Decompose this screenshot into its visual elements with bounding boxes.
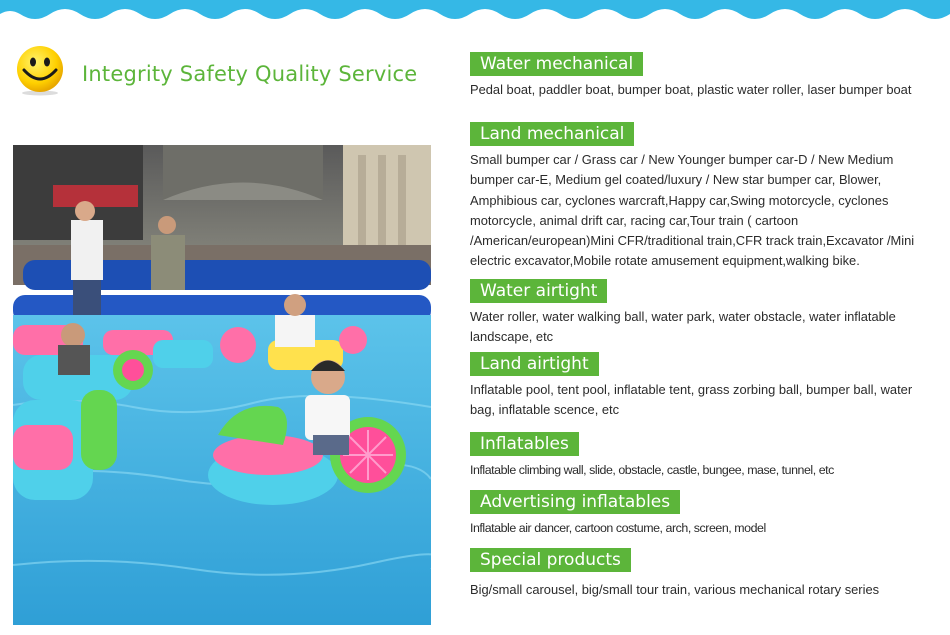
section-text: Water roller, water walking ball, water park, water obstacle, water inflatable landscape, etc — [470, 309, 896, 345]
paddle-boat-pool-photo — [13, 145, 431, 625]
section-special-products — [470, 548, 940, 601]
company-tagline: Integrity Safety Quality Service — [82, 62, 418, 86]
section-text: Inflatable air dancer, cartoon costume, arch, screen, model — [470, 521, 766, 535]
section-inflatables — [470, 432, 940, 480]
section-text: Small bumper car / Grass car / New Younger bumper car-D / New Medium bumper car-E, Medium gel coated/luxury / New star bumper car, Blower, Amphibious car, cyclones warcraft,Happy car,Swing motorcycle, cyclones motorcycle, animal drift car, racing car,Tour train ( cartoon /American/european)Mini CFR/traditional train,CFR track train,Excavator /Mini electric excavator,Mobile rotate amusement equipment,walking bike. — [470, 152, 915, 269]
section-text: Pedal boat, paddler boat, bumper boat, plastic water roller, laser bumper boat — [470, 82, 912, 97]
section-text: Inflatable climbing wall, slide, obstacle, castle, bungee, mase, tunnel, etc — [470, 463, 834, 477]
section-heading: Special products — [470, 548, 631, 572]
section-water-airtight — [470, 279, 940, 348]
section-text: Inflatable pool, tent pool, inflatable tent, grass zorbing ball, bumper ball, water bag, inflatable scence, etc — [470, 382, 913, 418]
section-heading: Water mechanical — [470, 52, 643, 76]
section-heading: Advertising inflatables — [470, 490, 680, 514]
section-water-mechanical — [470, 52, 940, 100]
smiley-face-icon — [14, 44, 66, 96]
section-heading: Land airtight — [470, 352, 599, 376]
top-wave-decoration — [0, 0, 950, 30]
section-text: Big/small carousel, big/small tour train, various mechanical rotary series — [470, 582, 880, 597]
section-heading: Land mechanical — [470, 122, 634, 146]
section-advertising-inflatables — [470, 490, 940, 538]
section-heading: Water airtight — [470, 279, 607, 303]
section-land-mechanical — [470, 122, 940, 272]
section-land-airtight — [470, 352, 940, 421]
section-heading: Inflatables — [470, 432, 579, 456]
